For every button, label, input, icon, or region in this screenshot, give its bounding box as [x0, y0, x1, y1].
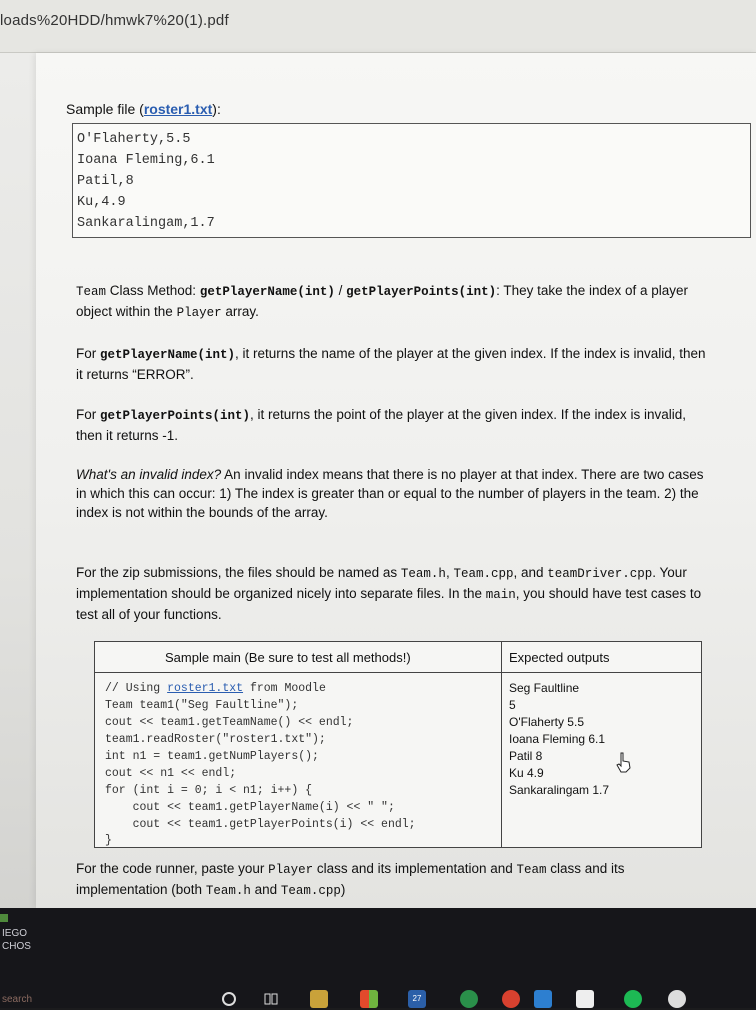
output-line: Patil 8	[509, 749, 543, 763]
sample-file-title: Sample file (roster1.txt):	[66, 101, 221, 117]
code-line: cout << n1 << endl;	[105, 767, 237, 780]
address-bar[interactable]	[0, 0, 756, 53]
code-line: cout << team1.getPlayerPoints(i) << endl;	[105, 818, 416, 831]
output-line: Sankaralingam 1.7	[509, 783, 610, 797]
code-line: Team team1("Seg Faultline");	[105, 699, 299, 712]
hand-cursor-icon	[615, 752, 633, 774]
vscode-icon[interactable]	[534, 990, 552, 1008]
roster-line: Ioana Fleming,6.1	[77, 153, 215, 168]
spotify-icon[interactable]	[624, 990, 642, 1008]
desktop-shortcut-icon[interactable]	[0, 914, 8, 922]
code-line: }	[105, 834, 112, 847]
store-icon[interactable]	[360, 990, 378, 1008]
app-icon[interactable]	[502, 990, 520, 1008]
desktop-label: IEGO	[2, 928, 28, 939]
mail-icon[interactable]	[408, 990, 426, 1008]
table-header-expected-outputs: Expected outputs	[509, 650, 610, 665]
roster-sample-box	[72, 123, 751, 238]
desktop-label: CHOS	[2, 941, 31, 952]
taskbar	[210, 990, 690, 1010]
office-icon[interactable]	[576, 990, 594, 1008]
code-line: team1.readRoster("roster1.txt");	[105, 733, 326, 746]
cortana-icon[interactable]	[220, 990, 238, 1008]
zip-submission-description: For the zip submissions, the files should be named as Team.h, Team.cpp, and teamDriver.cpp. Your implementation should be organized nicely into separate files. In the main, you should have test cases to test all of your functions.	[76, 565, 702, 622]
code-runner-description: For the code runner, paste your Player class and its implementation and Team class and its implementation (both Team.h and Team.cpp)	[76, 861, 625, 898]
roster-line: O'Flaherty,5.5	[77, 132, 191, 147]
sample-main-table	[94, 641, 702, 848]
settings-icon[interactable]	[668, 990, 686, 1008]
desktop-area	[0, 908, 756, 1008]
roster-link[interactable]: roster1.txt	[143, 101, 213, 117]
taskbar-search-text[interactable]: search	[2, 994, 33, 1005]
mail-badge: 27	[412, 994, 422, 1003]
table-header-divider	[95, 672, 701, 673]
code-line: cout << team1.getPlayerName(i) << " ";	[105, 801, 395, 814]
output-line: Seg Faultline	[509, 681, 580, 695]
roster-code-link[interactable]: roster1.txt	[167, 682, 244, 695]
output-line: O'Flaherty 5.5	[509, 715, 584, 729]
invalid-index-description: What's an invalid index? An invalid index means that there is no player at that index. There are two cases in which this can occur: 1) The index is greater than or equal to the number of players in the team. 2) the index is not within the bounds of the array.	[76, 467, 704, 520]
code-line: for (int i = 0; i < n1; i++) {	[105, 784, 313, 797]
roster-line: Ku,4.9	[77, 195, 126, 210]
method-description: Team Class Method: getPlayerName(int) / getPlayerPoints(int): They take the index of a player object within the Player array.	[76, 283, 689, 320]
getplayerpoints-description: For getPlayerPoints(int), it returns the point of the player at the given index. If the index is invalid, then it returns -1.	[76, 407, 687, 443]
file-explorer-icon[interactable]	[310, 990, 328, 1008]
output-line: Ku 4.9	[509, 766, 544, 780]
pdf-viewer[interactable]	[0, 53, 756, 908]
code-line: cout << team1.getTeamName() << endl;	[105, 716, 354, 729]
code-line: // Using roster1.txt from Moodle	[105, 682, 326, 695]
table-header-sample-main: Sample main (Be sure to test all methods!)	[165, 650, 411, 665]
output-line: Ioana Fleming 6.1	[509, 732, 606, 746]
getplayername-description: For getPlayerName(int), it returns the name of the player at the given index. If the index is invalid, then it returns “ERROR”.	[76, 346, 706, 382]
roster-line: Patil,8	[77, 174, 134, 189]
url-text: loads%20HDD/hmwk7%20(1).pdf	[0, 12, 229, 29]
task-view-icon[interactable]	[262, 990, 280, 1008]
chrome-icon[interactable]	[460, 990, 478, 1008]
code-line: int n1 = team1.getNumPlayers();	[105, 750, 319, 763]
roster-line: Sankaralingam,1.7	[77, 216, 215, 231]
pdf-page	[36, 53, 756, 908]
output-line: 5	[509, 698, 516, 712]
